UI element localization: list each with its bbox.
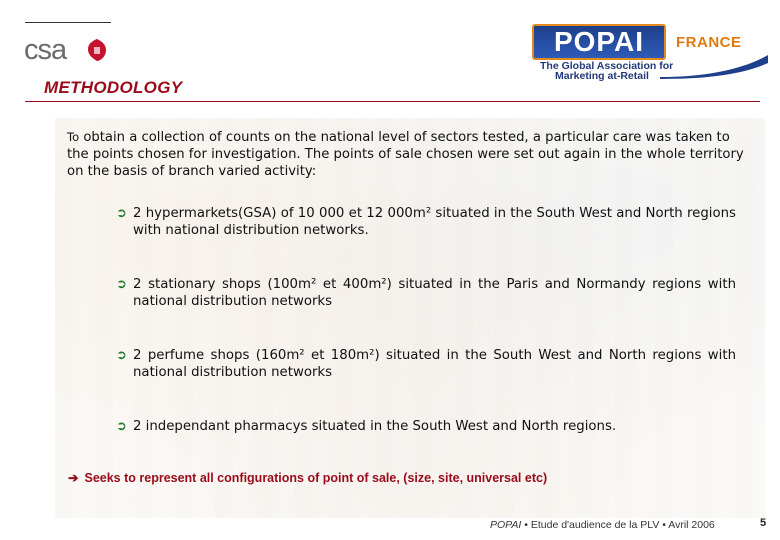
list-item-text: 2 independant pharmacys situated in the South West and North regions. <box>133 419 617 434</box>
popai-tagline-line2: Marketing at-Retail <box>555 70 649 82</box>
list-item-text: 2 hypermarkets(GSA) of 10 000 et 12 000m² situated in the South West and North regions with national distribution networks. <box>133 206 736 238</box>
intro-lead-word: To <box>67 130 80 144</box>
summary-note <box>68 470 547 485</box>
popai-logo-text: POPAI <box>553 26 645 57</box>
page-title: METHODOLOGY <box>44 78 183 97</box>
popai-tagline-line1: The Global Association for <box>540 60 674 72</box>
list-item <box>116 347 736 381</box>
footer-brand: POPAI <box>490 519 522 531</box>
csa-logo <box>24 34 114 70</box>
page-number: 5 <box>760 517 767 529</box>
footer <box>490 519 715 531</box>
popai-logo <box>532 24 666 60</box>
footer-text: • Etude d'audience de la PLV • Avril 2006 <box>521 519 715 531</box>
list-item <box>116 418 736 435</box>
csa-logo-text: csa <box>24 34 67 66</box>
list-item-text: 2 perfume shops (160m² et 180m²) situated in the South West and North regions with national distribution networks <box>133 348 736 380</box>
header-top-rule <box>25 22 111 23</box>
list-item <box>116 205 736 239</box>
popai-swoosh-icon <box>660 55 768 79</box>
green-circled-arrow-icon: ➲ <box>116 348 127 363</box>
summary-note-text: Seeks to represent all configurations of point of sale, (size, site, universal etc) <box>84 471 548 485</box>
green-circled-arrow-icon: ➲ <box>116 277 127 292</box>
intro-text: obtain a collection of counts on the national level of sectors tested, a particular care was taken to the points chosen for investigation. The points of sale chosen were set out again in the whole territory on the basis of branch varied activity: <box>67 130 744 179</box>
arrow-right-icon: ➔ <box>68 471 79 485</box>
popai-country-label: FRANCE <box>676 34 742 51</box>
csa-logo-mark-icon <box>86 38 108 62</box>
green-circled-arrow-icon: ➲ <box>116 206 127 221</box>
list-item-text: 2 stationary shops (100m² et 400m²) situated in the Paris and Normandy regions with national distribution networks <box>133 277 736 309</box>
intro-paragraph <box>67 129 747 180</box>
list-item <box>116 276 736 310</box>
title-divider <box>25 101 760 102</box>
green-circled-arrow-icon: ➲ <box>116 419 127 434</box>
